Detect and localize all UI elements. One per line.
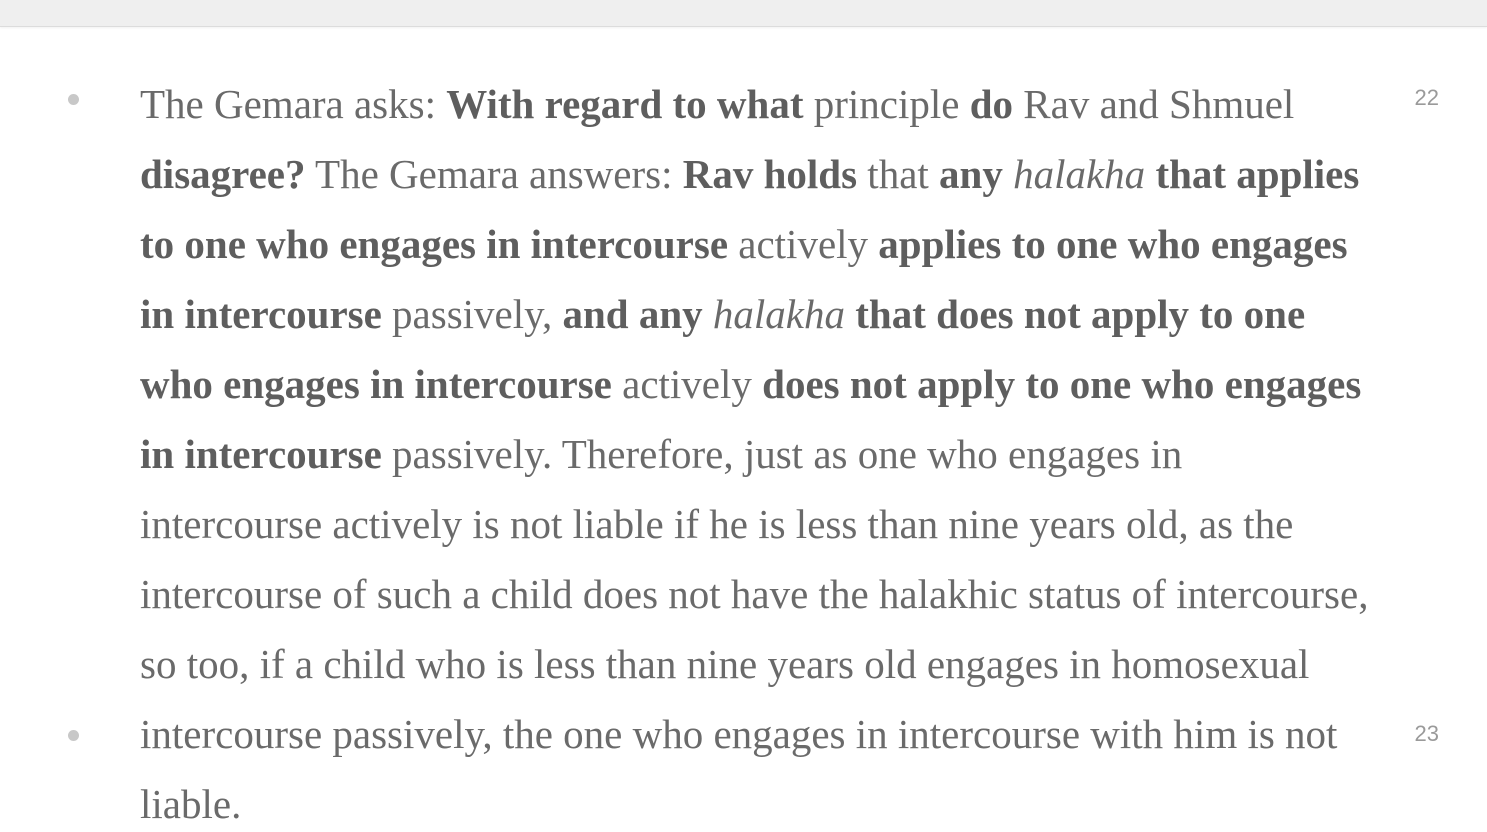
passage-plain: passively. Therefore, just as one who engages in intercourse actively is not liable if he is less than nine years old, as the intercourse of such a child does not have the halakhic status of intercourse, so too, if a child who is less than nine years old engages in homosexual intercourse passively, the one who engages in intercourse with him is not liable. — [140, 431, 1369, 827]
segment-number[interactable]: 23 — [1414, 721, 1439, 746]
passage-plain: The Gemara answers: — [305, 151, 683, 197]
passage-bold: any — [939, 151, 1003, 197]
passage-bold: does not apply to one who engages in intercourse — [140, 361, 1362, 477]
passage-plain: actively — [611, 361, 763, 407]
passage-bold: do — [969, 81, 1014, 127]
passage-italic-term: halakha — [712, 291, 845, 337]
passage-bold: and any — [562, 291, 703, 337]
passage-italic-term: halakha — [1013, 151, 1146, 197]
passage-plain: The Gemara asks: — [140, 81, 447, 127]
passage-bold: applies to one who engages in intercourse — [140, 221, 1348, 337]
segment-marker-dot[interactable] — [68, 730, 79, 741]
segment-number[interactable]: 22 — [1414, 85, 1439, 110]
passage-plain: passively, — [381, 291, 563, 337]
passage-plain: Rav and Shmuel — [1013, 81, 1295, 127]
passage-bold: that applies to one who engages in intercourse — [140, 151, 1360, 267]
segment-marker-dot[interactable] — [68, 94, 79, 105]
passage-bold: disagree? — [140, 151, 306, 197]
passage-plain: principle — [803, 81, 970, 127]
text-reader[interactable] — [0, 27, 1487, 832]
passage-plain: actively — [728, 221, 879, 267]
passage-bold: that does not apply to one who engages in intercourse — [140, 291, 1306, 407]
passage-bold: With regard to what — [446, 81, 804, 127]
passage-bold: Rav holds — [682, 151, 858, 197]
passage-text — [140, 69, 1370, 832]
top-toolbar — [0, 0, 1487, 27]
passage-plain: that — [857, 151, 940, 197]
